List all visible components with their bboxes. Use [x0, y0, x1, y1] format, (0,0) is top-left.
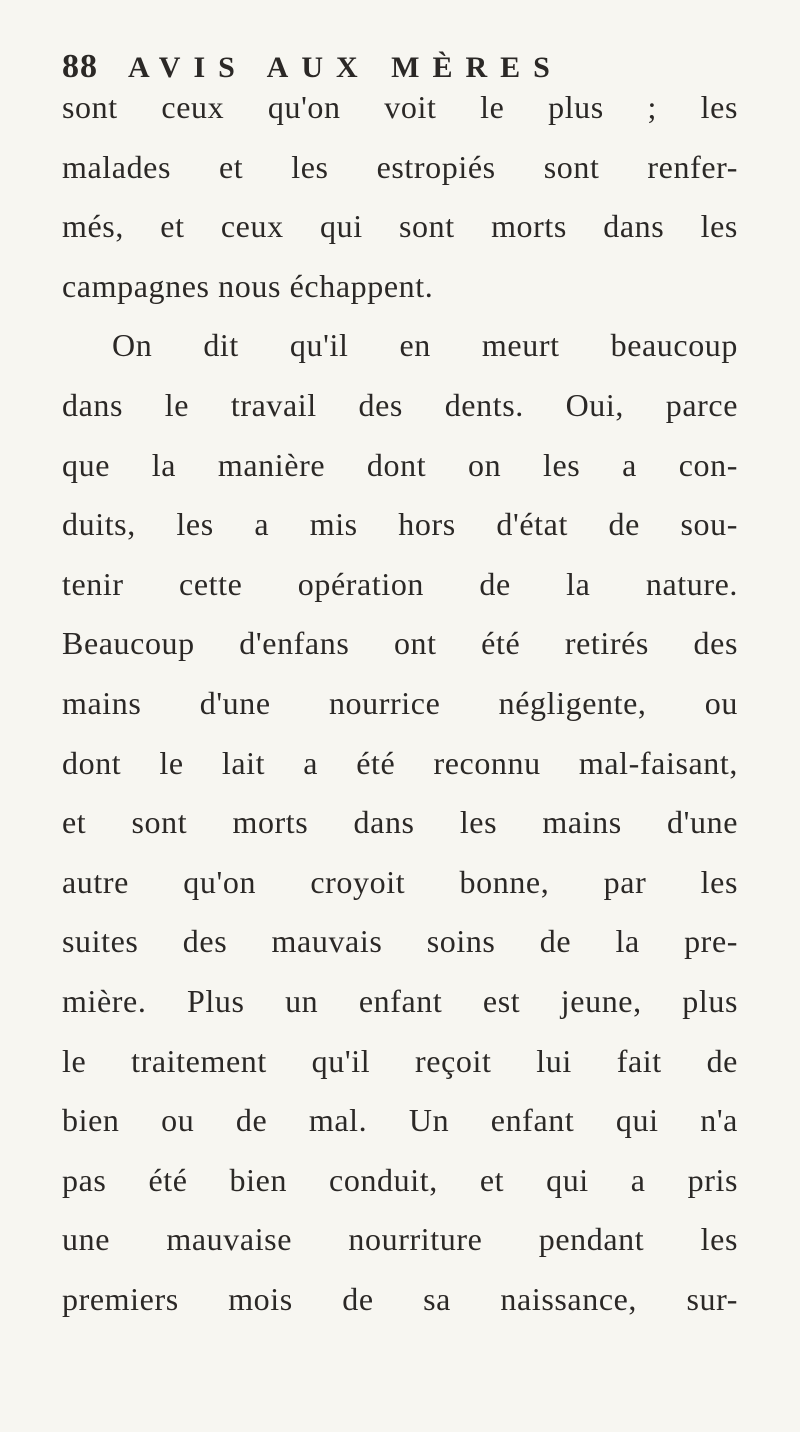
text-line: malades et les estropiés sont renfer-	[62, 148, 738, 185]
text-line: autre qu'on croyoit bonne, par les	[62, 863, 738, 900]
running-title: AVIS AUX MÈRES	[128, 51, 563, 84]
text-line: une mauvaise nourriture pendant les	[62, 1221, 738, 1258]
text-line: sont ceux qu'on voit le plus ; les	[62, 89, 738, 125]
text-line: suites des mauvais soins de la pre-	[62, 923, 738, 960]
text-line: més, et ceux qui sont morts dans les	[62, 208, 738, 245]
text-line: et sont morts dans les mains d'une	[62, 804, 738, 841]
page-number: 88	[62, 48, 98, 85]
text-line: mière. Plus un enfant est jeune, plus	[62, 982, 738, 1019]
text-line: pas été bien conduit, et qui a pris	[62, 1161, 738, 1198]
text-line: Beaucoup d'enfans ont été retirés des	[62, 625, 738, 662]
text-line: le traitement qu'il reçoit lui fait de	[62, 1042, 738, 1079]
text-line: dans le travail des dents. Oui, parce	[62, 386, 738, 423]
text-line: que la manière dont on les a con-	[62, 446, 738, 483]
body-text	[62, 78, 738, 1329]
text-line: dont le lait a été reconnu mal-faisant,	[62, 744, 738, 781]
text-line: bien ou de mal. Un enfant qui n'a	[62, 1102, 738, 1139]
text-line: campagnes nous échappent.	[62, 267, 434, 304]
paragraph-first-line: On dit qu'il en meurt beaucoup	[112, 327, 738, 364]
text-line: duits, les a mis hors d'état de sou-	[62, 506, 738, 543]
text-line: mains d'une nourrice négligente, ou	[62, 684, 738, 721]
text-line: tenir cette opération de la nature.	[62, 565, 738, 602]
text-line: premiers mois de sa naissance, sur-	[62, 1280, 738, 1317]
